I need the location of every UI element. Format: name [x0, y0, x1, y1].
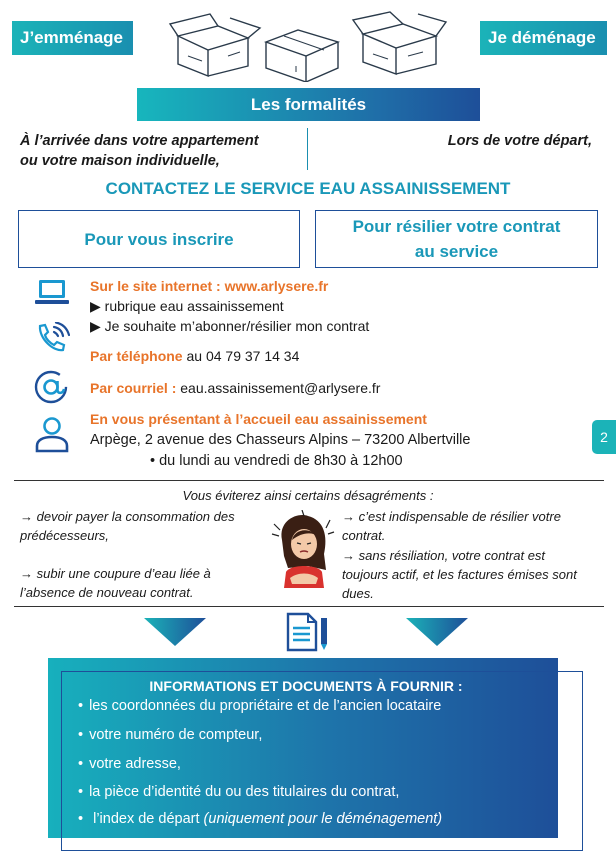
website-step-2 — [90, 318, 369, 335]
website-label: Sur le site internet : www.arlysere.fr — [90, 278, 329, 294]
at-sign-icon — [33, 370, 69, 404]
document-item-1: • les coordonnées du propriétaire et de l’ancien locataire — [78, 698, 441, 714]
document-item-4: • la pièce d’identité du ou des titulaires du contrat, — [78, 784, 399, 800]
phone-number: au 04 79 37 14 34 — [182, 348, 300, 364]
warning-right-1: → c’est indispensable de résilier votre contrat. — [342, 509, 561, 543]
document-pen-icon — [286, 612, 332, 652]
website-step-2-text: Je souhaite m’abonner/résilier mon contrat — [104, 318, 370, 334]
document-item-5-note: (uniquement pour le déménagement) — [203, 811, 443, 827]
intro-arrival-line2: ou votre maison individuelle, — [20, 153, 220, 169]
section-title: Les formalités — [137, 88, 480, 121]
document-item-5-main: l’index de départ — [93, 811, 204, 827]
laptop-icon — [34, 278, 70, 308]
separator-line — [14, 606, 604, 607]
cancel-contract-line2: au service — [414, 242, 499, 261]
intro-arrival — [20, 131, 300, 171]
register-box-label: Pour vous inscrire — [84, 229, 234, 249]
cardboard-boxes-icon — [168, 6, 448, 82]
visit-label: En vous présentant à l’accueil eau assainissement — [90, 411, 427, 427]
warning-right-2: → sans résiliation, votre contrat est toujours actif, et les factures émises sont dues. — [342, 548, 577, 601]
email-label: Par courriel : — [90, 380, 177, 396]
person-icon — [34, 416, 70, 454]
website-step-1-text: rubrique eau assainissement — [104, 298, 284, 314]
triangle-down-icon — [406, 618, 468, 646]
visit-address: Arpège, 2 avenue des Chasseurs Alpins – 73200 Albertville — [90, 432, 471, 448]
phone-icon — [34, 322, 70, 356]
warnings-intro: Vous éviterez ainsi certains désagréments : — [182, 488, 434, 503]
cancel-contract-box — [315, 210, 598, 268]
email-line — [90, 380, 380, 396]
triangle-down-icon — [144, 618, 206, 646]
visit-hours: • du lundi au vendredi de 8h30 à 12h00 — [150, 453, 403, 469]
cancel-contract-line1: Pour résilier votre contrat — [352, 217, 561, 236]
jemmenage-tag: J’emménage — [12, 21, 133, 55]
warning-left-1: → devoir payer la consommation des prédécesseurs, — [20, 509, 235, 543]
intro-arrival-line1: À l’arrivée dans votre appartement — [20, 133, 259, 149]
document-item-5 — [78, 811, 442, 827]
email-address: eau.assainissement@arlysere.fr — [176, 380, 381, 396]
website-step-1 — [90, 298, 284, 315]
triangle-right-icon: ▶ — [90, 318, 101, 334]
phone-label: Par téléphone — [90, 348, 183, 364]
document-item-2: • votre numéro de compteur, — [78, 727, 262, 743]
intro-departure: Lors de votre départ, — [447, 133, 592, 149]
separator-line — [14, 480, 604, 481]
page-number: 2 — [592, 420, 616, 454]
intro-divider — [307, 128, 308, 170]
stressed-woman-illustration — [268, 510, 340, 590]
document-item-3: • votre adresse, — [78, 756, 181, 772]
register-box — [18, 210, 300, 268]
warning-left-2: → subir une coupure d’eau liée à l’absence de nouveau contrat. — [20, 566, 211, 600]
phone-line — [90, 348, 299, 364]
triangle-right-icon: ▶ — [90, 298, 101, 314]
contact-service-title: CONTACTEZ LE SERVICE EAU ASSAINISSEMENT — [105, 179, 511, 198]
documents-title: INFORMATIONS ET DOCUMENTS À FOURNIR : — [149, 678, 463, 694]
jedemenage-tag: Je déménage — [480, 21, 607, 55]
